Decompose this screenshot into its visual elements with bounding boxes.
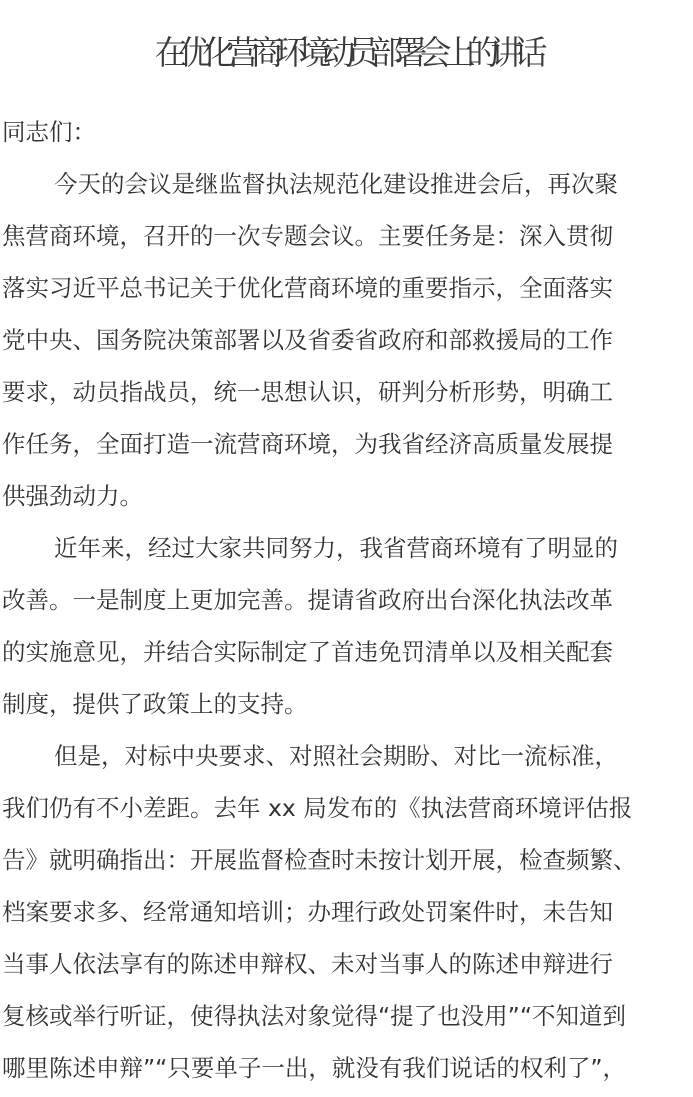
paragraph-1-line-4: 党中央、国务院决策部署以及省委省政府和部救援局的工作: [2, 326, 613, 354]
paragraph-3-line-5: 当事人依法享有的陈述申辩权、未对当事人的陈述申辩进行: [2, 950, 613, 978]
paragraph-2-line-4: 制度，提供了政策上的支持。: [2, 690, 308, 718]
paragraph-3-line-4: 档案要求多、经常通知培训；办理行政处罚案件时，未告知: [2, 898, 613, 926]
paragraph-3-line-2: 我们仍有不小差距。去年 xx 局发布的《执法营商环境评估报: [2, 794, 633, 822]
paragraph-1-line-5: 要求，动员指战员，统一思想认识，研判分析形势，明确工: [2, 378, 613, 406]
paragraph-3-line-3: 告》就明确指出：开展监督检查时未按计划开展，检查频繁、: [2, 846, 637, 874]
paragraph-2-line-1: 近年来，经过大家共同努力，我省营商环境有了明显的: [54, 534, 618, 562]
paragraph-1-line-6: 作任务，全面打造一流营商环境，为我省经济高质量发展提: [2, 430, 613, 458]
paragraph-2-line-2: 改善。一是制度上更加完善。提请省政府出台深化执法改革: [2, 586, 613, 614]
paragraph-1-line-2: 焦营商环境，召开的一次专题会议。主要任务是：深入贯彻: [2, 222, 613, 250]
salutation-line: 同志们：: [2, 118, 96, 146]
paragraph-1-line-1: 今天的会议是继监督执法规范化建设推进会后，再次聚: [54, 170, 618, 198]
paragraph-1-line-7: 供强劲动力。: [2, 482, 143, 510]
paragraph-3-line-1: 但是，对标中央要求、对照社会期盼、对比一流标准，: [54, 742, 618, 770]
paragraph-2-line-3: 的实施意见，并结合实际制定了首违免罚清单以及相关配套: [2, 638, 613, 666]
paragraph-3-line-7: 哪里陈述申辩”“只要单子一出，就没有我们说话的权利了”，: [2, 1054, 627, 1082]
document-title: 在优化营商环境动员部署会上的讲话: [154, 33, 539, 72]
paragraph-3-line-6: 复核或举行听证，使得执法对象觉得“提了也没用”“不知道到: [2, 1002, 627, 1030]
paragraph-1-line-3: 落实习近平总书记关于优化营商环境的重要指示，全面落实: [2, 274, 613, 302]
